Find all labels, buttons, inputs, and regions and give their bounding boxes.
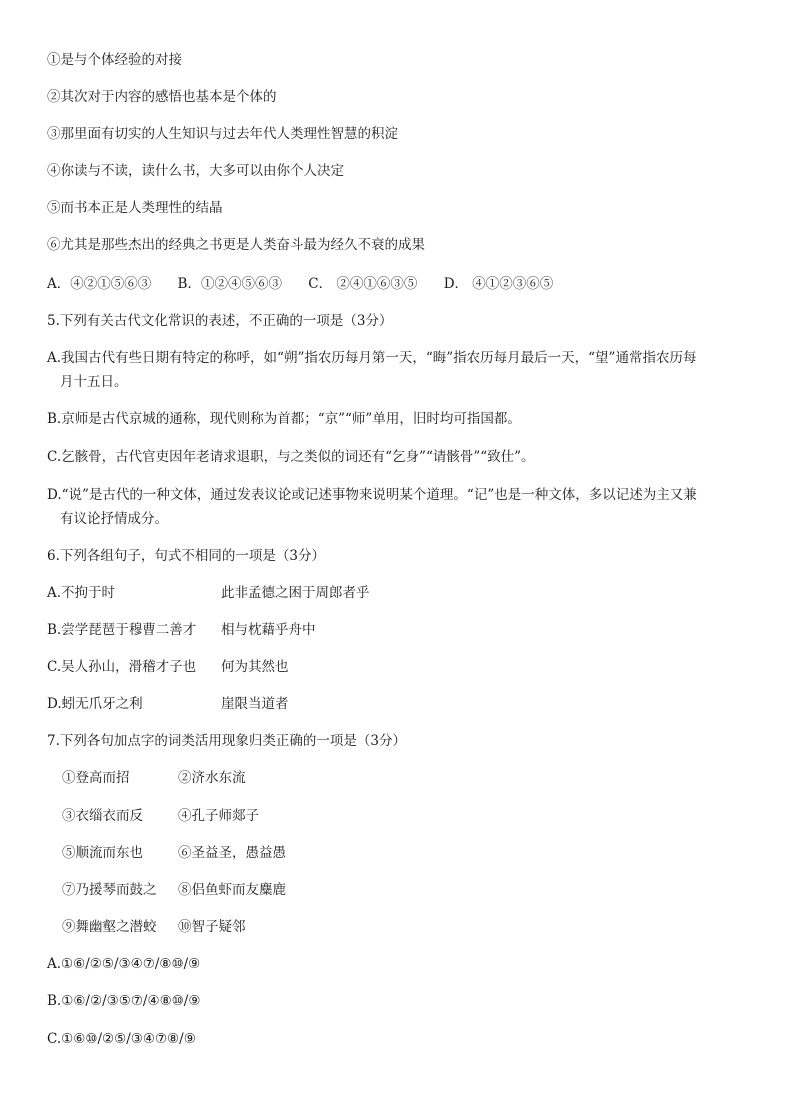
q7-row-5 <box>62 917 246 937</box>
q7-row-4 <box>62 880 286 900</box>
q5-option-b: B.京师是古代京城的通称，现代则称为首都；“京”“师”单用，旧时均可指国都。 <box>47 411 521 427</box>
q6-row-b-right: 相与枕藉乎舟中 <box>221 622 316 638</box>
q7-row-3-right: ⑥圣益圣，愚益愚 <box>178 845 286 861</box>
q6-row-c <box>47 657 289 677</box>
q5-option-d-line1: D.“说”是古代的一种文体，通过发表议论或记述事物来说明某个道理。“记”也是一种文体，多以记述为主又兼 <box>47 487 697 503</box>
q5-stem: 5.下列有关古代文化常识的表述，不正确的一项是（3分） <box>47 313 393 329</box>
intro-line-5: ⑤而书本正是人类理性的结晶 <box>47 200 223 216</box>
q4-option-b: B．①②④⑤⑥③ <box>177 276 282 292</box>
q6-row-d-left: D.蚓无爪牙之利 <box>47 696 143 712</box>
q6-stem: 6.下列各组句子，句式不相同的一项是（3分） <box>47 548 325 564</box>
q7-row-1-left: ①登高而招 <box>62 770 130 786</box>
q7-option-c: C.①⑥⑩/②⑤/③④⑦⑧/⑨ <box>47 1031 196 1047</box>
q7-row-3 <box>62 843 286 863</box>
intro-line-3: ③那里面有切实的人生知识与过去年代人类理性智慧的积淀 <box>47 126 398 142</box>
intro-line-2: ②其次对于内容的感悟也基本是个体的 <box>47 89 277 105</box>
q4-option-a: A．④②①⑤⑥③ <box>47 276 152 292</box>
q6-row-a <box>47 583 370 603</box>
q7-row-5-left: ⑨舞幽壑之潜蛟 <box>62 919 157 935</box>
q6-row-c-left: C.吴人孙山，滑稽才子也 <box>47 659 197 675</box>
q6-row-d-right: 崖限当道者 <box>221 696 289 712</box>
q7-row-1-right: ②济水东流 <box>178 770 246 786</box>
intro-line-4: ④你读与不读，读什么书，大多可以由你个人决定 <box>47 163 344 179</box>
q6-row-b <box>47 620 316 640</box>
q5-option-d-line2: 有议论抒情成分。 <box>60 511 168 527</box>
q6-row-a-left: A.不拘于时 <box>47 585 116 601</box>
q7-row-2-right: ④孔子师郯子 <box>178 808 259 824</box>
intro-line-1: ①是与个体经验的对接 <box>47 52 182 68</box>
q6-row-c-right: 何为其然也 <box>221 659 289 675</box>
q7-row-2 <box>62 806 259 826</box>
q7-row-2-left: ③衣缁衣而反 <box>62 808 143 824</box>
q7-row-1 <box>62 768 246 788</box>
q7-stem: 7.下列各句加点字的词类活用现象归类正确的一项是（3分） <box>47 733 406 749</box>
q6-row-b-left: B.尝学琵琶于穆曹二善才 <box>47 622 197 638</box>
q4-options <box>47 274 575 294</box>
q7-row-4-right: ⑧侣鱼虾而友麋鹿 <box>178 882 286 898</box>
intro-line-6: ⑥尤其是那些杰出的经典之书更是人类奋斗最为经久不衰的成果 <box>47 237 425 253</box>
q7-row-3-left: ⑤顺流而东也 <box>62 845 143 861</box>
q7-option-a: A.①⑥/②⑤/③④⑦/⑧⑩/⑨ <box>47 956 201 972</box>
q5-option-a-line1: A.我国古代有些日期有特定的称呼，如“朔”指农历每月第一天，“晦”指农历每月最后一天，“望”通常指农历每 <box>47 350 697 366</box>
q5-option-a-line2: 月十五日。 <box>60 374 128 390</box>
q5-option-c: C.乞骸骨，古代官吏因年老请求退职，与之类似的词还有“乞身”“请骸骨”“致仕”。 <box>47 449 535 465</box>
q7-row-5-right: ⑩智子疑邻 <box>178 919 246 935</box>
q4-option-d: D． ④①②③⑥⑤ <box>443 276 554 292</box>
q6-row-d <box>47 694 289 714</box>
q7-option-b: B.①⑥/②/③⑤⑦/④⑧⑩/⑨ <box>47 993 201 1009</box>
q7-row-4-left: ⑦乃援琴而鼓之 <box>62 882 157 898</box>
q4-option-c: C． ②④①⑥③⑤ <box>308 276 418 292</box>
q6-row-a-right: 此非孟德之困于周郎者乎 <box>221 585 370 601</box>
